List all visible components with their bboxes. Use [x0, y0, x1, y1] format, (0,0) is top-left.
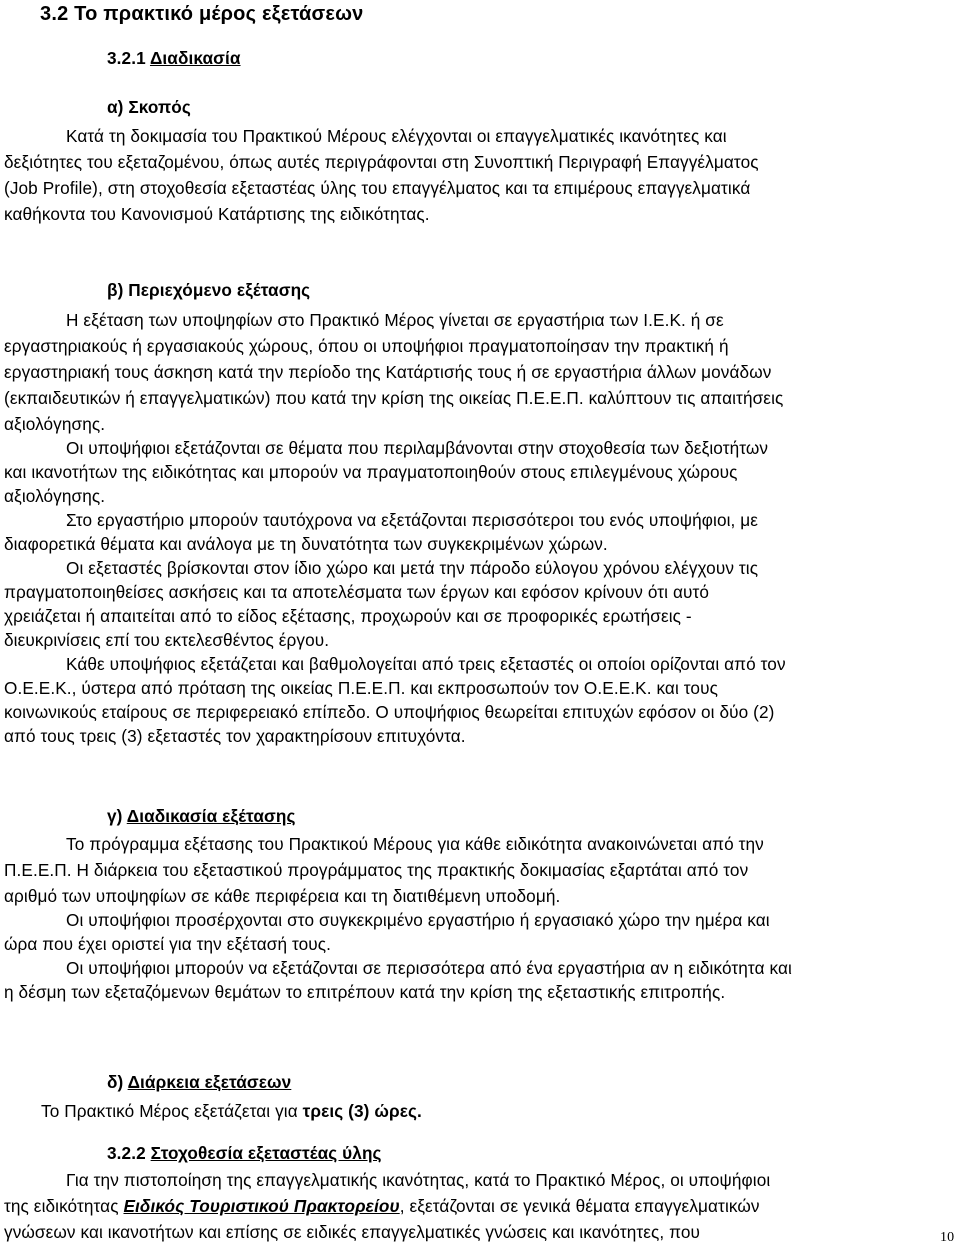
paragraph-line: Οι εξεταστές βρίσκονται στον ίδιο χώρο και μετά την πάροδο εύλογου χρόνου ελέγχουν τις: [66, 558, 759, 578]
paragraph-line: αξιολόγησης.: [4, 486, 106, 506]
paragraph-line: Οι υποψήφιοι προσέρχονται στο συγκεκριμένο εργαστήριο ή εργασιακό χώρο την ημέρα και: [66, 910, 770, 930]
paragraph-line: της ειδικότητας Ειδικός Τουριστικού Πρακτορείου, εξετάζονται σε γενικά θέματα επαγγελματικών: [4, 1196, 760, 1216]
paragraph-line: (Job Profile), στη στοχοθεσία εξεταστέας ύλης του επαγγέλματος και τα επιμέρους επαγγελματικά: [4, 178, 751, 198]
paragraph-line: Ο.Ε.Ε.Κ., ύστερα από πρόταση της οικείας Π.Ε.Ε.Π. και εκπροσωπούν τον Ο.Ε.Ε.Κ. και τους: [4, 678, 718, 698]
paragraph-line: αξιολόγησης.: [4, 414, 106, 434]
paragraph-line: διαφορετικά θέματα και ανάλογα με τη δυνατότητα των συγκεκριμένων χώρων.: [4, 534, 608, 554]
paragraph-line: Το πρόγραμμα εξέτασης του Πρακτικού Μέρους για κάθε ειδικότητα ανακοινώνεται από την: [66, 834, 764, 854]
paragraph-line: εργαστηριακούς ή εργασιακούς χώρους, όπου οι υποψήφιοι πραγματοποίησαν την πρακτική ή: [4, 336, 729, 356]
paragraph-line: από τους τρεις (3) εξεταστές τον χαρακτηρίσουν επιτυχόντα.: [4, 726, 466, 746]
paragraph-line: Οι υποψήφιοι μπορούν να εξετάζονται σε περισσότερα από ένα εργαστήρια αν η ειδικότητα και: [66, 958, 792, 978]
paragraph-line: Οι υποψήφιοι εξετάζονται σε θέματα που περιλαμβάνονται στην στοχοθεσία των δεξιοτήτων: [66, 438, 769, 458]
paragraph-line: εργαστηριακή τους άσκηση κατά την περίοδο της Κατάρτισής τους ή σε εργαστήρια άλλων μονάδων: [4, 362, 772, 382]
heading-number: 3.2.1: [107, 48, 150, 68]
paragraph-line: πραγματοποιηθείσες ασκήσεις και τα αποτελέσματα των έργων και εφόσον κρίνουν ότι αυτό: [4, 582, 710, 602]
paragraph-line: χρειάζεται ή απαιτείται από το είδος εξέτασης, προχωρούν και σε προφορικές ερωτήσεις -: [4, 606, 692, 626]
heading-exam-procedure: γ) Διαδικασία εξέτασης: [107, 806, 296, 826]
paragraph-line: Το Πρακτικό Μέρος εξετάζεται για τρεις (3) ώρες.: [41, 1101, 422, 1121]
paragraph-line: δεξιότητες του εξεταζομένου, όπως αυτές περιγράφονται στη Συνοπτική Περιγραφή Επαγγέλματος: [4, 152, 759, 172]
subsection-heading-3-2-2: 3.2.2 Στοχοθεσία εξεταστέας ύλης: [107, 1143, 382, 1163]
paragraph-line: ώρα που έχει οριστεί για την εξέτασή τους.: [4, 934, 332, 954]
paragraph-line: Για την πιστοποίηση της επαγγελματικής ικανότητας, κατά το Πρακτικό Μέρος, οι υποψήφιοι: [66, 1170, 771, 1190]
paragraph-line: γνώσεων και ικανοτήτων και επίσης σε ειδικές επαγγελματικές γνώσεις και ικανότητες, που: [4, 1222, 701, 1242]
heading-purpose: α) Σκοπός: [107, 97, 191, 117]
paragraph-line: κοινωνικούς εταίρους σε περιφερειακό επίπεδο. Ο υποψήφιος θεωρείται επιτυχών εφόσον οι δύο (2): [4, 702, 775, 722]
page-number: 10: [940, 1230, 955, 1245]
paragraph-line: Π.Ε.Ε.Π. Η διάρκεια του εξεταστικού προγράμματος της πρακτικής δοκιμασίας εξαρτάται από τον: [4, 860, 749, 880]
paragraph-line: (εκπαιδευτικών ή επαγγελματικών) που κατά την κρίση της οικείας Π.Ε.Ε.Π. καλύπτουν τις απαιτήσεις: [4, 388, 784, 408]
paragraph-line: Στο εργαστήριο μπορούν ταυτόχρονα να εξετάζονται περισσότεροι του ενός υποψήφιοι, με: [66, 510, 759, 530]
paragraph-line: η δέσμη των εξεταζόμενων θεμάτων το επιτρέπουν κατά την κρίση της εξεταστικής επιτροπής.: [4, 982, 726, 1002]
paragraph-line: και ικανοτήτων της ειδικότητας και μπορούν να πραγματοποιηθούν στους επιλεγμένους χώρους: [4, 462, 738, 482]
paragraph-line: διευκρινίσεις επί του εκτελεσθέντος έργου.: [4, 630, 330, 650]
paragraph-line: Κατά τη δοκιμασία του Πρακτικού Μέρους ελέγχονται οι επαγγελματικές ικανότητες και: [66, 126, 727, 146]
subsection-heading-3-2-1: [107, 48, 241, 68]
paragraph-line: αριθμό των υποψηφίων σε κάθε περιφέρεια και τη διατιθέμενη υποδομή.: [4, 886, 561, 906]
section-heading-3-2: 3.2 Το πρακτικό μέρος εξετάσεων: [40, 3, 364, 25]
paragraph-line: καθήκοντα του Κανονισμού Κατάρτισης της ειδικότητας.: [4, 204, 430, 224]
heading-title: Διαδικασία: [149, 48, 241, 68]
paragraph-line: Κάθε υποψήφιος εξετάζεται και βαθμολογείται από τρεις εξεταστές οι οποίοι ορίζονται από τον: [66, 654, 786, 674]
heading-exam-duration: δ) Διάρκεια εξετάσεων: [107, 1072, 292, 1092]
paragraph-line: Η εξέταση των υποψηφίων στο Πρακτικό Μέρος γίνεται σε εργαστήρια των Ι.Ε.Κ. ή σε: [66, 310, 724, 330]
heading-exam-content: β) Περιεχόμενο εξέτασης: [107, 280, 311, 300]
